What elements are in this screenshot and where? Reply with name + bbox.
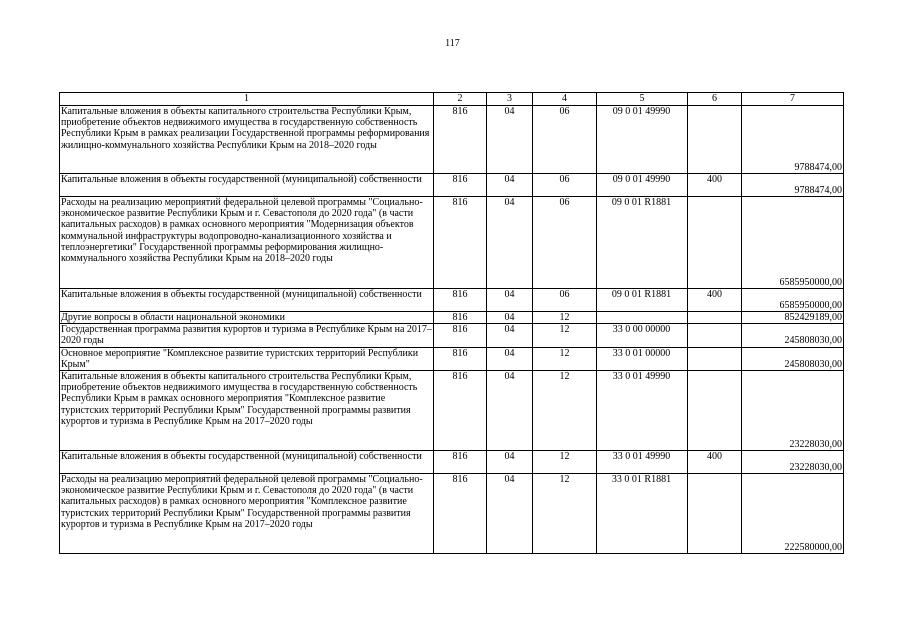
row-expense-type [688,197,742,289]
table-row [60,347,844,370]
row-target-article: 33 0 01 00000 [597,347,688,370]
row-ministry-code: 816 [434,174,487,197]
row-amount: 9788474,00 [742,174,844,197]
row-target-article: 33 0 00 00000 [597,324,688,347]
row-target-article: 09 0 01 R1881 [597,197,688,289]
row-amount: 245808030,00 [742,324,844,347]
row-target-article: 09 0 01 R1881 [597,289,688,312]
row-section-code: 04 [487,312,533,324]
header-col-2: 2 [434,93,487,106]
header-row [60,93,844,106]
row-expense-type: 400 [688,451,742,474]
budget-table [59,92,844,554]
row-ministry-code: 816 [434,106,487,174]
row-amount: 6585950000,00 [742,289,844,312]
row-section-code: 04 [487,347,533,370]
row-amount: 23228030,00 [742,451,844,474]
row-subsection-code: 06 [533,289,597,312]
row-ministry-code: 816 [434,347,487,370]
row-section-code: 04 [487,474,533,554]
row-subsection-code: 12 [533,324,597,347]
row-expense-type [688,312,742,324]
row-section-code: 04 [487,289,533,312]
row-description: Основное мероприятие "Комплексное развитие туристских территорий Республики Крым" [60,347,434,370]
table-row [60,474,844,554]
row-ministry-code: 816 [434,197,487,289]
row-target-article [597,312,688,324]
row-amount: 6585950000,00 [742,197,844,289]
row-subsection-code: 12 [533,347,597,370]
row-subsection-code: 12 [533,474,597,554]
row-section-code: 04 [487,174,533,197]
row-description: Государственная программа развития курортов и туризма в Республике Крым на 2017–2020 годы [61,324,432,347]
row-expense-type [688,371,742,451]
row-ministry-code: 816 [434,289,487,312]
row-expense-type [688,324,742,347]
row-target-article: 33 0 01 49990 [597,371,688,451]
table-row [60,324,844,347]
row-amount: 23228030,00 [742,371,844,451]
row-expense-type: 400 [688,174,742,197]
row-section-code: 04 [487,106,533,174]
row-amount: 245808030,00 [742,347,844,370]
row-expense-type [688,474,742,554]
row-ministry-code: 816 [434,474,487,554]
row-target-article: 33 0 01 R1881 [597,474,688,554]
row-section-code: 04 [487,371,533,451]
row-subsection-code: 12 [533,451,597,474]
header-col-3: 3 [487,93,533,106]
table-row [60,451,844,474]
row-description: Другие вопросы в области национальной экономики [60,312,434,324]
row-ministry-code: 816 [434,312,487,324]
table-row [60,197,844,289]
table-row [60,174,844,197]
row-description: Капитальные вложения в объекты капитального строительства Республики Крым, приобретение объектов недвижимого имущества в государственную собственность Республики Крым в рамках реализации Государственной программы реформирования жилищно-коммунального хозяйства Республики Крым на 2018–2020 годы [60,106,434,174]
header-col-5: 5 [597,93,688,106]
row-description: Капитальные вложения в объекты государственной (муниципальной) собственности [60,451,434,474]
row-expense-type: 400 [688,289,742,312]
header-col-6: 6 [688,93,742,106]
table-row [60,106,844,174]
header-col-1: 1 [60,93,434,106]
row-description: Расходы на реализацию мероприятий федеральной целевой программы "Социально-экономическое развитие Республики Крым и г. Севастополя до 2020 года" (в части капитальных расходов) в рамках основного мероприятия "Модернизация объектов коммунальной инфраструктуры водопроводно-канализационного хозяйства и теплоэнергетики" Государственной программы реформирования жилищно-коммунального хозяйства Республики Крым на 2018–2020 годы [60,197,434,289]
row-subsection-code: 12 [533,312,597,324]
row-target-article: 09 0 01 49990 [597,106,688,174]
row-amount: 9788474,00 [742,106,844,174]
row-subsection-code: 06 [533,197,597,289]
row-subsection-code: 06 [533,174,597,197]
row-section-code: 04 [487,324,533,347]
row-description: Капитальные вложения в объекты государственной (муниципальной) собственности [60,174,434,197]
header-col-7: 7 [742,93,844,106]
row-description: Капитальные вложения в объекты капитального строительства Республики Крым, приобретение объектов недвижимого имущества в государственную собственность Республики Крым в рамках основного мероприятия "Комплексное развитие туристских территорий Республики Крым" Государственной программы развития курортов и туризма в Республике Крым на 2017–2020 годы [60,371,434,451]
row-subsection-code: 12 [533,371,597,451]
row-amount: 222580000,00 [742,474,844,554]
row-expense-type [688,347,742,370]
table-row [60,289,844,312]
row-ministry-code: 816 [434,371,487,451]
table-row [60,312,844,324]
row-target-article: 09 0 01 49990 [597,174,688,197]
row-expense-type [688,106,742,174]
table-row [60,371,844,451]
row-target-article: 33 0 01 49990 [597,451,688,474]
row-section-code: 04 [487,197,533,289]
row-description: Капитальные вложения в объекты государственной (муниципальной) собственности [60,289,434,312]
row-section-code: 04 [487,451,533,474]
row-amount: 852429189,00 [742,312,844,324]
row-ministry-code: 816 [434,324,487,347]
row-description: Расходы на реализацию мероприятий федеральной целевой программы "Социально-экономическое развитие Республики Крым и г. Севастополя до 2020 года" (в части капитальных расходов) в рамках основного мероприятия "Комплексное развитие туристских территорий Республики Крым" Государственной программы развития курортов и туризма в Республике Крым на 2017–2020 годы [60,474,434,554]
row-subsection-code: 06 [533,106,597,174]
header-col-4: 4 [533,93,597,106]
page-number: 117 [445,38,460,49]
row-ministry-code: 816 [434,451,487,474]
